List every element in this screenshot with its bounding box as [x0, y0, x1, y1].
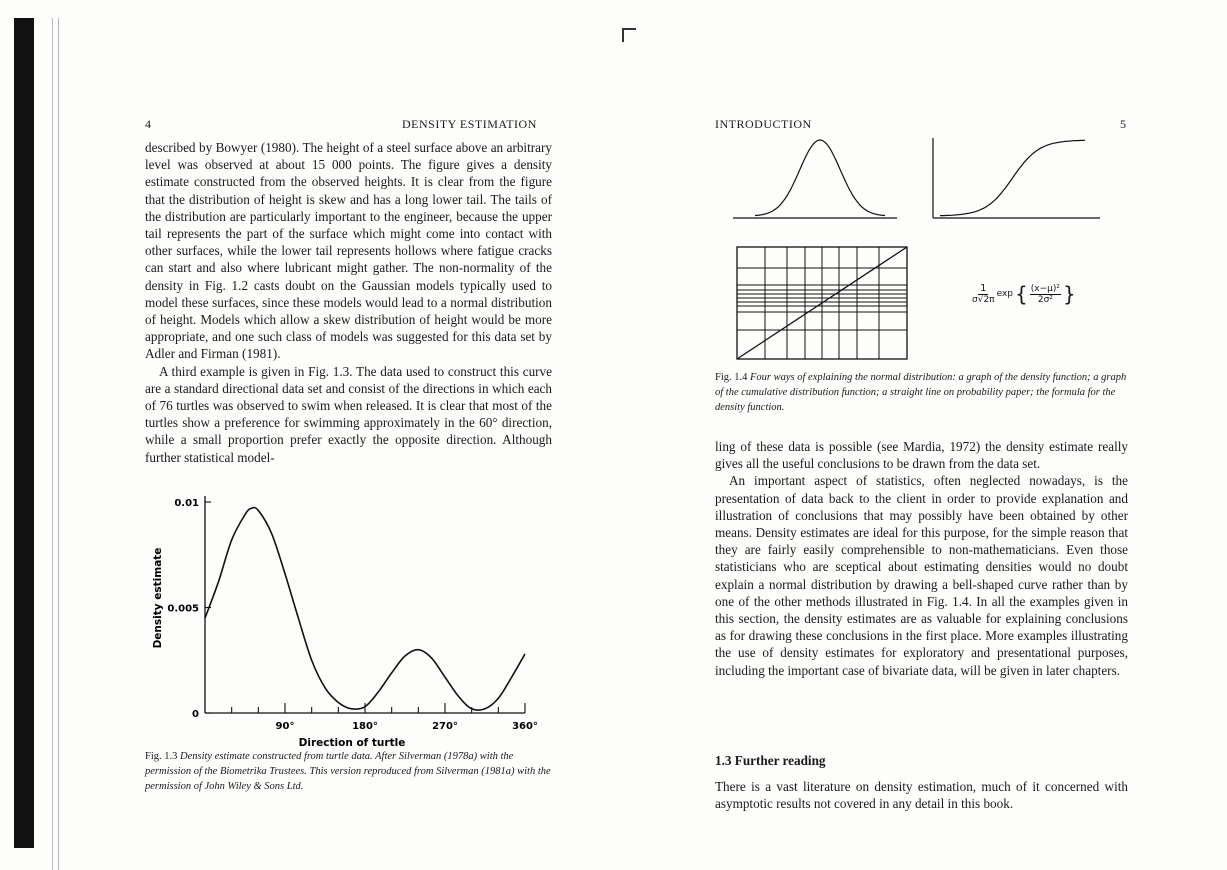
page-number: 4 [145, 117, 152, 131]
body-text [715, 778, 1128, 812]
probability-paper-panel [737, 247, 907, 359]
y-axis-label: Density estimate [152, 547, 164, 649]
chart-axes [205, 496, 525, 713]
formula-exp: exp [996, 289, 1014, 299]
density-curve [205, 508, 525, 711]
paragraph: ling of these data is possible (see Mardia, 1972) the density estimate really gives all the useful conclusions to be drawn from the data set. [715, 439, 1128, 472]
figure-label: Fig. 1.3 [145, 751, 178, 762]
figure-caption [715, 371, 1127, 415]
body-text [715, 438, 1128, 679]
normal-distribution-panels [715, 130, 1125, 370]
formula-exponent-denominator: 2σ² [1037, 294, 1053, 305]
scan-edge-line [52, 18, 53, 870]
x-tick-label: 270° [432, 721, 458, 732]
y-tick-label: 0.01 [174, 498, 199, 509]
density-formula: $\frac{1}{\sigma√2\pi}$ exp { $\frac{\text{(x−μ)²}}{\text{2σ²}}$ } [972, 282, 1076, 306]
paragraph: An important aspect of statistics, often neglected nowadays, is the presentation of data back to the client in order to provide explanation and illustration of conclusions that may possibly have been obtained by other means. Density estimates are ideal for this purpose, for the simple reason that they are fairly easily comprehensible to non-mathematicians. Even those statisticians who are sceptical about estimating densities would no doubt explain a normal distribution by drawing a bell-shaped curve rather than by one of the other methods illustrated in Fig. 1.4. In all the examples given in this section, the density estimates are as valuable for explaining conclusions as for drawing these conclusions in the first place. More examples illustrating the use of density estimates for exploratory and presentational purposes, including the important case of bivariate data, will be given in later chapters. [715, 473, 1128, 678]
figure-label: Fig. 1.4 [715, 372, 748, 383]
x-tick-label: 90° [275, 721, 295, 732]
y-tick-label: 0.005 [167, 603, 199, 615]
density-panel [733, 140, 897, 218]
scan-binding-edge [14, 18, 34, 848]
page-number: 5 [1120, 117, 1127, 131]
figure-caption [145, 750, 555, 794]
cdf-panel [933, 138, 1100, 218]
x-tick-label: 360° [512, 721, 538, 732]
running-head: DENSITY ESTIMATION [402, 117, 537, 131]
paragraph: described by Bowyer (1980). The height of a steel surface above an arbitrary level was observed at about 15 000 points. The figure gives a density estimate constructed from the observed heights. It is clear from the figure that the distribution of height is skew and has a long lower tail. The tails of the distribution are particularly important to the engineer, because the upper tail represents the part of the surface which might come into contact with other surfaces, while the lower tail represents hollows where fatigue cracks can start and also where lubricant might gather. The non-normality of the density in Fig. 1.2 casts doubt on the Gaussian models typically used to model these surfaces, since these models would lead to a normal distribution of height. Models which allow a skew distribution of height would be more appropriate, and one such class of models was suggested for this data set by Adler and Firman (1981). [145, 140, 552, 362]
figure-caption-text: Four ways of explaining the normal distribution: a graph of the density function; a graph of the cumulative distribution function; a straight line on probability paper; the formula for the density function. [715, 372, 1127, 413]
section-heading: 1.3 Further reading [715, 753, 826, 768]
bell-curve [755, 140, 885, 216]
figure-caption-text: Density estimate constructed from turtle data. After Silverman (1978a) with the permission of the Biometrika Trustees. This version reproduced from Silverman (1981a) with the permission of John Wiley & Sons Ltd. [145, 751, 551, 792]
scan-edge-line [58, 18, 59, 870]
body-text [145, 139, 552, 466]
turtle-density-chart [145, 480, 552, 750]
formula-denominator: σ√2π [972, 295, 995, 305]
cdf-curve [940, 140, 1085, 215]
paragraph: There is a vast literature on density estimation, much of it concerned with asymptotic results not covered in any detail in this book. [715, 779, 1128, 812]
x-tick-label: 180° [352, 721, 378, 732]
running-head: INTRODUCTION [715, 117, 812, 131]
paragraph: A third example is given in Fig. 1.3. The data used to construct this curve are a standard directional data set and consist of the directions in which each of 76 turtles was observed to swim when released. It is clear that most of the turtles show a preference for swimming approximately in the 60° direction, while a small proportion prefer exactly the opposite direction. Although further statistical model- [145, 363, 552, 465]
chart-ticks [167, 498, 538, 732]
formula-numerator: 1 [980, 283, 987, 294]
x-axis-label: Direction of turtle [298, 737, 406, 749]
y-tick-label: 0 [192, 709, 199, 720]
crop-mark [622, 28, 636, 42]
formula-exponent-numerator: (x−μ)² [1030, 283, 1060, 294]
